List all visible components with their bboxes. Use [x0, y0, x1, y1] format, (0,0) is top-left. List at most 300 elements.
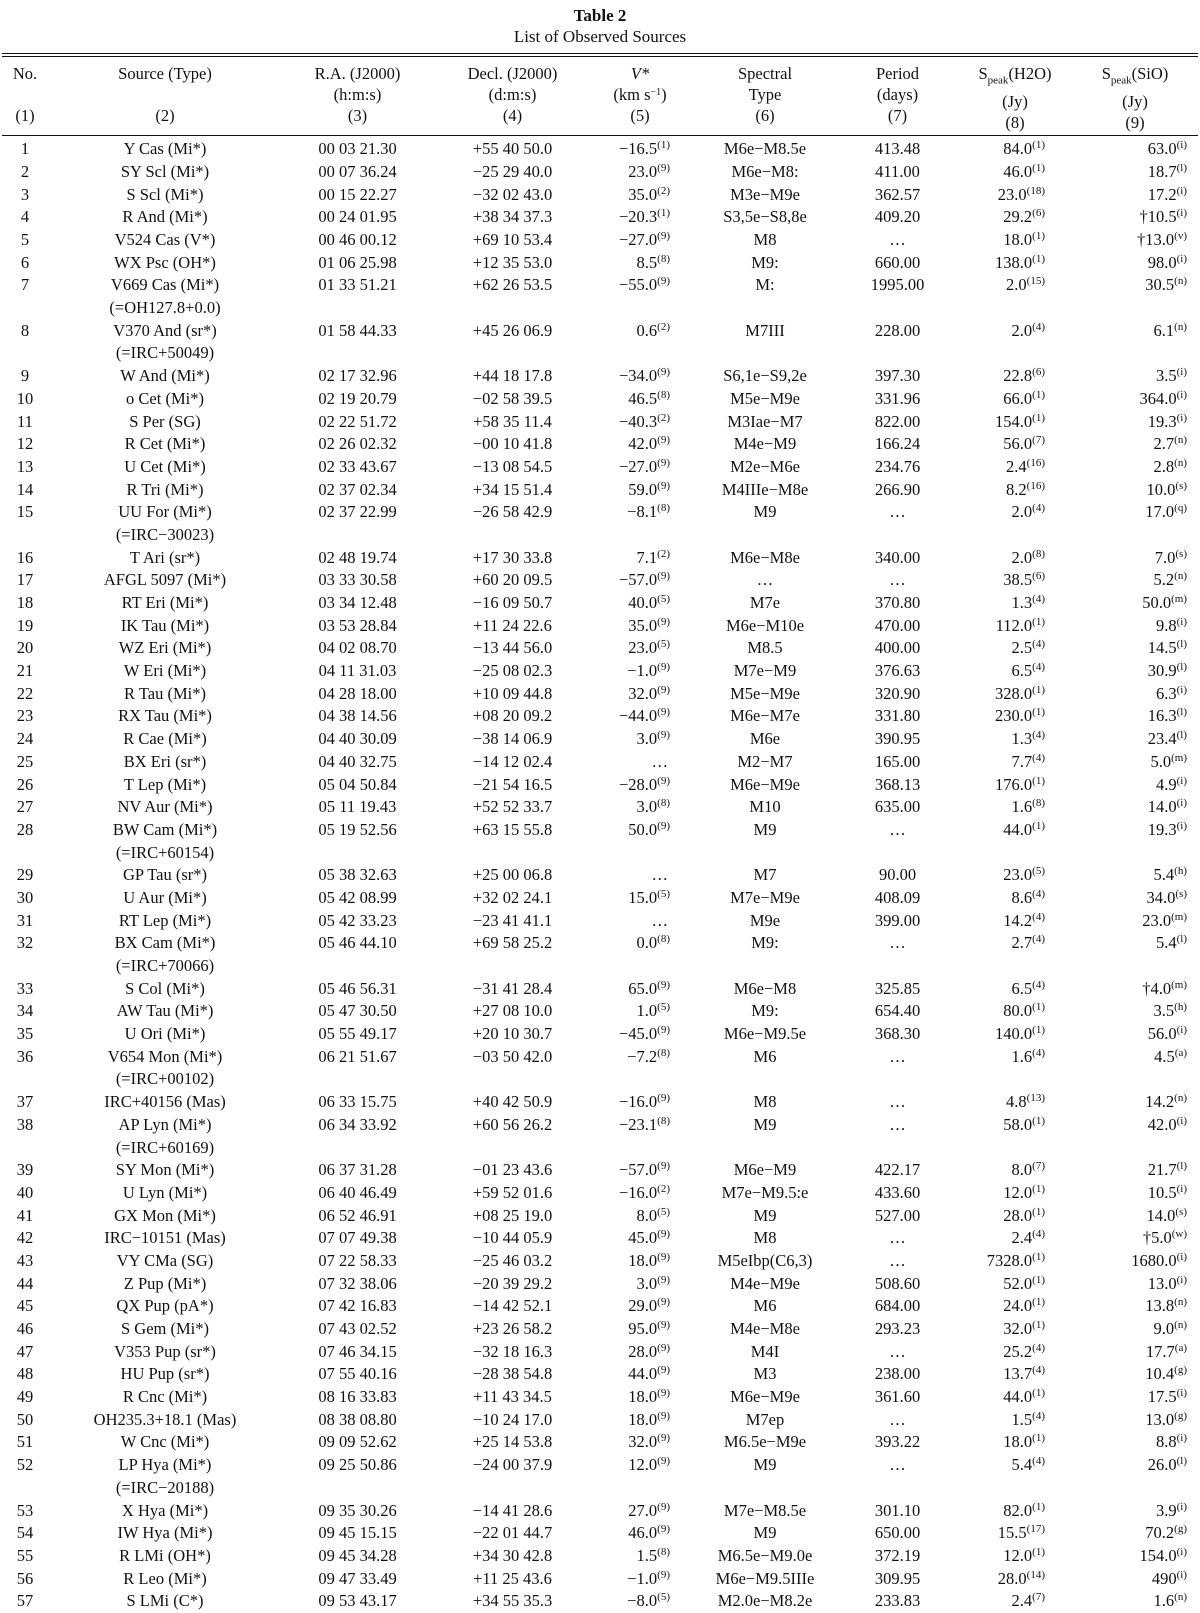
cell-ra: 05 55 49.17 [318, 1024, 397, 1044]
cell-source: V353 Pup (sr*) [114, 1341, 216, 1361]
cell-ra: 04 38 14.56 [318, 706, 397, 726]
cell-spectral-type: M7ep [745, 1409, 785, 1429]
table-row [0, 161, 1200, 184]
table-row [0, 1590, 1200, 1613]
cell-velocity: 12.0$^{(9)}$ [628, 1455, 670, 1475]
cell-dec: +69 58 25.2 [472, 933, 553, 953]
table-row [0, 1295, 1200, 1318]
cell-ra: 09 25 50.86 [318, 1455, 397, 1475]
cell-period: 325.85 [874, 978, 921, 998]
cell-dec: +60 56 26.2 [472, 1114, 553, 1134]
cell-speak-sio: 3.5$^{(i)}$ [1155, 366, 1187, 386]
table-row-continuation [0, 297, 1200, 320]
cell-spectral-type: M6.5e−M9e [723, 1432, 807, 1452]
cell-ra: 09 53 43.17 [318, 1591, 397, 1611]
cell-velocity: $-1.0^{(9)}$ [627, 661, 670, 681]
cell-ra: 00 24 01.95 [318, 207, 397, 227]
cell-ra: 06 37 31.28 [318, 1160, 397, 1180]
cell-spectral-type: M6e−M9.5IIIe [715, 1568, 815, 1588]
top-rule-1 [2, 53, 1198, 54]
cell-source: (=IRC+60154) [115, 842, 215, 862]
table-row [0, 365, 1200, 388]
cell-ra: 07 32 38.06 [318, 1273, 397, 1293]
cell-source: Y Cas (Mi*) [123, 139, 207, 159]
cell-ra: 00 46 00.12 [318, 230, 397, 250]
cell-period: 1995.00 [870, 275, 925, 295]
cell-ra: 05 04 50.84 [318, 774, 397, 794]
cell-speak-h2o: 8.2$^{(16)}$ [1006, 479, 1045, 499]
cell-speak-h2o: 2.4$^{(16)}$ [1006, 456, 1045, 476]
cell-speak-h2o: 12.0$^{(1)}$ [1003, 1545, 1045, 1565]
table-row [0, 660, 1200, 683]
cell-velocity: 46.5$^{(8)}$ [628, 388, 670, 408]
cell-no: 55 [16, 1545, 34, 1565]
cell-no: 27 [16, 797, 34, 817]
cell-source: OH235.3+18.1 (Mas) [93, 1409, 237, 1429]
cell-ra: 07 55 40.16 [318, 1364, 397, 1384]
cell-period: … [889, 1409, 906, 1429]
table-row [0, 411, 1200, 434]
cell-speak-h2o: 66.0$^{(1)}$ [1003, 388, 1045, 408]
cell-dec: −38 14 06.9 [472, 729, 553, 749]
cell-velocity: $-27.0^{(9)}$ [618, 456, 670, 476]
cell-speak-sio: 16.3$^{(l)}$ [1147, 706, 1187, 726]
cell-ra: 06 21 51.67 [318, 1046, 397, 1066]
cell-source: R Cae (Mi*) [123, 729, 207, 749]
cell-dec: −00 10 41.8 [472, 434, 553, 454]
cell-source: QX Pup (pA*) [116, 1296, 214, 1316]
cell-spectral-type: S6,1e−S9,2e [723, 366, 807, 386]
cell-spectral-type: M9 [753, 1114, 777, 1134]
cell-speak-h2o: 44.0$^{(1)}$ [1003, 819, 1045, 839]
cell-ra: 05 46 56.31 [318, 978, 397, 998]
cell-source: V669 Cas (Mi*) [110, 275, 220, 295]
table-row [0, 978, 1200, 1001]
cell-dec: +12 35 53.0 [472, 252, 553, 272]
cell-speak-h2o: 46.0$^{(1)}$ [1003, 161, 1045, 181]
table-row [0, 774, 1200, 797]
table-row [0, 1114, 1200, 1137]
cell-spectral-type: M9e [749, 910, 781, 930]
cell-speak-h2o: 7.7$^{(4)}$ [1011, 751, 1045, 771]
cell-spectral-type: M7III [745, 320, 785, 340]
table-row [0, 1182, 1200, 1205]
table-row [0, 229, 1200, 252]
cell-no: 14 [16, 479, 34, 499]
cell-spectral-type: M5eIbp(C6,3) [717, 1250, 813, 1270]
cell-velocity: 8.5$^{(8)}$ [636, 252, 670, 272]
cell-dec: +40 42 50.9 [472, 1092, 553, 1112]
cell-speak-sio: 3.5$^{(h)}$ [1153, 1001, 1187, 1021]
cell-spectral-type: M6e−M8e [730, 547, 800, 567]
cell-dec: +11 43 34.5 [473, 1387, 552, 1407]
cell-dec: −14 42 52.1 [472, 1296, 553, 1316]
cell-source: V524 Cas (V*) [114, 230, 216, 250]
cell-speak-sio: 10.5$^{(i)}$ [1147, 1182, 1187, 1202]
cell-spectral-type: M6e−M9e [730, 1387, 800, 1407]
cell-ra: 05 46 44.10 [318, 933, 397, 953]
cell-speak-h2o: 38.5$^{(6)}$ [1003, 570, 1045, 590]
cell-period: 331.96 [874, 388, 921, 408]
cell-dec: −20 39 29.2 [472, 1273, 553, 1293]
cell-no: 48 [16, 1364, 34, 1384]
cell-ra: 06 34 33.92 [318, 1114, 397, 1134]
cell-no: 36 [16, 1046, 34, 1066]
cell-no: 9 [20, 366, 30, 386]
cell-speak-sio: 5.0$^{(m)}$ [1150, 751, 1187, 771]
cell-no: 29 [16, 865, 34, 885]
cell-source: (=OH127.8+0.0) [109, 298, 221, 318]
cell-period: 508.60 [874, 1273, 921, 1293]
cell-spectral-type: M3e−M9e [730, 184, 800, 204]
table-title: List of Observed Sources [513, 27, 687, 46]
cell-dec: −16 09 50.7 [472, 593, 553, 613]
cell-no: 10 [16, 388, 34, 408]
cell-ra: 02 26 02.32 [318, 434, 397, 454]
cell-spectral-type: M9 [753, 1205, 777, 1225]
cell-spectral-type: M6e−M9 [733, 1160, 797, 1180]
cell-speak-sio: 9.0$^{(n)}$ [1153, 1319, 1187, 1339]
cell-dec: +62 26 53.5 [472, 275, 553, 295]
cell-source: NV Aur (Mi*) [117, 797, 213, 817]
cell-dec: +11 24 22.6 [473, 615, 552, 635]
table-row [0, 1545, 1200, 1568]
cell-speak-sio: 10.0$^{(s)}$ [1146, 479, 1187, 499]
cell-speak-sio: 8.8$^{(i)}$ [1155, 1432, 1187, 1452]
cell-ra: 07 07 49.38 [318, 1228, 397, 1248]
cell-source: S Per (SG) [129, 411, 201, 431]
cell-dec: −32 18 16.3 [472, 1341, 553, 1361]
cell-source: W Cnc (Mi*) [120, 1432, 210, 1452]
cell-spectral-type: M9: [751, 933, 779, 953]
cell-velocity: 32.0$^{(9)}$ [628, 683, 670, 703]
cell-ra: 02 37 22.99 [318, 502, 397, 522]
cell-dec: +25 00 06.8 [472, 865, 553, 885]
table-row-continuation [0, 842, 1200, 865]
cell-no [0, 842, 50, 865]
cell-source: (=IRC+50049) [115, 343, 215, 363]
cell-period: 654.40 [874, 1001, 921, 1021]
cell-speak-h2o: 230.0$^{(1)}$ [995, 706, 1045, 726]
cell-no: 41 [16, 1205, 34, 1225]
cell-period: 370.80 [874, 593, 921, 613]
cell-no: 24 [16, 729, 34, 749]
cell-speak-h2o: 176.0$^{(1)}$ [995, 774, 1045, 794]
cell-dec: +27 08 10.0 [472, 1001, 553, 1021]
cell-source: (=IRC+70066) [115, 956, 215, 976]
cell-ra: 04 02 08.70 [318, 638, 397, 658]
cell-period: 368.13 [874, 774, 921, 794]
cell-source: (=IRC+00102) [115, 1069, 215, 1089]
cell-spectral-type: M2−M7 [737, 751, 793, 771]
cell-period: … [889, 933, 906, 953]
cell-no: 51 [16, 1432, 34, 1452]
cell-speak-sio: 19.3$^{(i)}$ [1147, 819, 1187, 839]
cell-speak-sio: 3.9$^{(i)}$ [1155, 1500, 1187, 1520]
cell-ra: 02 48 19.74 [318, 547, 397, 567]
cell-source: BX Eri (sr*) [123, 751, 207, 771]
cell-velocity: 35.0$^{(2)}$ [628, 184, 670, 204]
cell-speak-h2o: 7328.0$^{(1)}$ [986, 1250, 1045, 1270]
cell-period: 362.57 [874, 184, 921, 204]
cell-no: 22 [16, 683, 34, 703]
cell-source: UU For (Mi*) [118, 502, 212, 522]
table-row [0, 1341, 1200, 1364]
table-row [0, 501, 1200, 524]
cell-period: 301.10 [874, 1500, 921, 1520]
table-row [0, 320, 1200, 343]
cell-speak-h2o: 2.0$^{(4)}$ [1011, 502, 1045, 522]
cell-velocity: 18.0$^{(9)}$ [628, 1409, 670, 1429]
cell-dec: +60 20 09.5 [472, 570, 553, 590]
cell-source: IW Hya (Mi*) [117, 1523, 213, 1543]
cell-dec: +23 26 58.2 [472, 1319, 553, 1339]
cell-no: 26 [16, 774, 34, 794]
header-spectral-type: Spectral Type (6) [737, 64, 793, 125]
table-row [0, 1227, 1200, 1250]
cell-period: … [889, 570, 906, 590]
cell-velocity: 7.1$^{(2)}$ [636, 547, 670, 567]
table-row [0, 1159, 1200, 1182]
header-velocity: V* (km $s^{-1}$) (5) [613, 64, 667, 125]
cell-speak-h2o: 1.6$^{(8)}$ [1011, 797, 1045, 817]
cell-period: 372.19 [874, 1545, 921, 1565]
cell-no: 56 [16, 1568, 34, 1588]
cell-spectral-type: M7e [749, 593, 781, 613]
cell-spectral-type: M10 [749, 797, 781, 817]
cell-period: 433.60 [874, 1182, 921, 1202]
header-speak-h2o: $S_{peak}(H2O)$ (Jy) (8) [978, 64, 1052, 133]
cell-dec: −14 12 02.4 [472, 751, 553, 771]
cell-dec: −13 08 54.5 [472, 456, 553, 476]
cell-speak-h2o: 1.5$^{(4)}$ [1011, 1409, 1045, 1429]
cell-velocity: $-16.0^{(2)}$ [618, 1182, 670, 1202]
cell-no: 28 [16, 819, 34, 839]
cell-speak-h2o: 23.0$^{(18)}$ [997, 184, 1045, 204]
table-row [0, 1046, 1200, 1069]
cell-spectral-type: M6e−M8.5e [723, 139, 807, 159]
table-row [0, 184, 1200, 207]
cell-source: GP Tau (sr*) [122, 865, 208, 885]
table-row [0, 1250, 1200, 1273]
header-speak-sio: $S_{peak}(SiO)$ (Jy) (9) [1101, 64, 1169, 133]
cell-speak-sio: 364.0$^{(i)}$ [1139, 388, 1187, 408]
cell-source: WZ Eri (Mi*) [118, 638, 212, 658]
cell-velocity: 46.0$^{(9)}$ [628, 1523, 670, 1543]
cell-velocity: 3.0$^{(9)}$ [636, 729, 670, 749]
cell-speak-h2o: 1.3$^{(4)}$ [1011, 729, 1045, 749]
header-ra: R.A. (J2000) (h:m:s) (3) [314, 64, 401, 125]
cell-source: (=IRC−20188) [115, 1477, 215, 1497]
cell-no: 38 [16, 1114, 34, 1134]
table-row [0, 637, 1200, 660]
cell-source: (=IRC+60169) [115, 1137, 215, 1157]
cell-speak-h2o: 2.4$^{(7)}$ [1011, 1591, 1045, 1611]
cell-speak-sio: 56.0$^{(i)}$ [1147, 1024, 1187, 1044]
cell-speak-sio: 13.8$^{(n)}$ [1145, 1296, 1187, 1316]
cell-spectral-type: S3,5e−S8,8e [723, 207, 807, 227]
table-row [0, 433, 1200, 456]
cell-velocity: 18.0$^{(9)}$ [628, 1387, 670, 1407]
cell-dec: +34 55 35.3 [472, 1591, 553, 1611]
cell-speak-sio: 30.5$^{(n)}$ [1145, 275, 1187, 295]
cell-no [0, 524, 50, 547]
cell-period: 650.00 [874, 1523, 921, 1543]
cell-speak-sio: †5.0$^{(w)}$ [1142, 1228, 1187, 1248]
header-source: Source (Type) (2) [118, 64, 212, 125]
cell-speak-sio: 6.3$^{(i)}$ [1155, 683, 1187, 703]
cell-speak-h2o: 140.0$^{(1)}$ [995, 1024, 1045, 1044]
cell-ra: 06 40 46.49 [318, 1182, 397, 1202]
cell-dec: +63 15 55.8 [472, 819, 553, 839]
cell-period: … [889, 819, 906, 839]
cell-velocity: 23.0$^{(5)}$ [628, 638, 670, 658]
cell-no: 54 [16, 1523, 34, 1543]
cell-period: 309.95 [874, 1568, 921, 1588]
cell-speak-sio: 5.4$^{(h)}$ [1153, 865, 1187, 885]
cell-ra: 02 37 02.34 [318, 479, 397, 499]
cell-dec: −10 24 17.0 [472, 1409, 553, 1429]
cell-no: 6 [20, 252, 30, 272]
table-row [0, 1454, 1200, 1477]
cell-speak-h2o: 1.3$^{(4)}$ [1011, 593, 1045, 613]
cell-dec: +52 52 33.7 [472, 797, 553, 817]
cell-no: 12 [16, 434, 34, 454]
cell-spectral-type: M3Iae−M7 [727, 411, 803, 431]
cell-source: V654 Mon (Mi*) [107, 1046, 223, 1066]
cell-dec: −32 02 43.0 [472, 184, 553, 204]
cell-ra: 04 28 18.00 [318, 683, 397, 703]
cell-dec: −26 58 42.9 [472, 502, 553, 522]
cell-velocity: $-40.3^{(2)}$ [618, 411, 670, 431]
cell-dec: +11 25 43.6 [473, 1568, 552, 1588]
cell-source: W Eri (Mi*) [123, 661, 207, 681]
table-row-continuation [0, 1137, 1200, 1160]
cell-velocity: 35.0$^{(9)}$ [628, 615, 670, 635]
cell-velocity: 45.0$^{(9)}$ [628, 1228, 670, 1248]
cell-dec: +32 02 24.1 [472, 887, 553, 907]
cell-ra: 01 06 25.98 [318, 252, 397, 272]
cell-velocity: 42.0$^{(9)}$ [628, 434, 670, 454]
cell-no: 45 [16, 1296, 34, 1316]
cell-dec: +58 35 11.4 [473, 411, 552, 431]
cell-period: … [889, 502, 906, 522]
cell-source: R Cet (Mi*) [124, 434, 206, 454]
cell-speak-sio: 19.3$^{(i)}$ [1147, 411, 1187, 431]
cell-source: S Col (Mi*) [125, 978, 205, 998]
table-row-continuation [0, 342, 1200, 365]
cell-spectral-type: M6 [753, 1296, 777, 1316]
cell-no: 39 [16, 1160, 34, 1180]
cell-spectral-type: M6.5e−M9.0e [717, 1545, 813, 1565]
cell-no: 57 [16, 1591, 34, 1611]
cell-speak-sio: 17.2$^{(i)}$ [1147, 184, 1187, 204]
cell-period: 393.22 [874, 1432, 921, 1452]
cell-no: 53 [16, 1500, 34, 1520]
table-row [0, 252, 1200, 275]
cell-velocity: $-27.0^{(9)}$ [618, 230, 670, 250]
cell-no: 2 [20, 161, 30, 181]
cell-source: U Aur (Mi*) [123, 887, 207, 907]
cell-dec: −25 46 03.2 [472, 1250, 553, 1270]
cell-ra: 00 15 22.27 [318, 184, 397, 204]
cell-ra: 09 09 52.62 [318, 1432, 397, 1452]
cell-ra: 09 45 34.28 [318, 1545, 397, 1565]
cell-velocity: … [651, 751, 670, 771]
cell-no: 1 [20, 139, 30, 159]
cell-no: 49 [16, 1387, 34, 1407]
cell-period: … [889, 1250, 906, 1270]
table-row [0, 206, 1200, 229]
cell-ra: 07 22 58.33 [318, 1250, 397, 1270]
cell-ra: 07 43 02.52 [318, 1319, 397, 1339]
cell-speak-sio: 1680.0$^{(i)}$ [1131, 1250, 1187, 1270]
table-row [0, 864, 1200, 887]
cell-no: 37 [16, 1092, 34, 1112]
cell-no [0, 1068, 50, 1091]
cell-source: GX Mon (Mi*) [114, 1205, 216, 1225]
cell-no: 43 [16, 1250, 34, 1270]
cell-speak-sio: 30.9$^{(l)}$ [1147, 661, 1187, 681]
cell-dec: −25 08 02.3 [472, 661, 553, 681]
table-caption [0, 0, 1200, 47]
cell-spectral-type: M6e−M7e [730, 706, 800, 726]
cell-speak-h2o: 2.0$^{(15)}$ [1006, 275, 1045, 295]
table-row [0, 683, 1200, 706]
cell-ra: 02 22 51.72 [318, 411, 397, 431]
cell-velocity: 95.0$^{(9)}$ [628, 1319, 670, 1339]
cell-period: … [889, 1092, 906, 1112]
cell-velocity: … [651, 910, 670, 930]
cell-speak-sio: 5.4$^{(l)}$ [1155, 933, 1187, 953]
cell-period: 684.00 [874, 1296, 921, 1316]
table-row [0, 1500, 1200, 1523]
cell-no: 33 [16, 978, 34, 998]
cell-period: 408.09 [874, 887, 921, 907]
cell-period: 228.00 [874, 320, 921, 340]
cell-spectral-type: M9: [751, 252, 779, 272]
cell-no: 42 [16, 1228, 34, 1248]
cell-speak-h2o: 5.4$^{(4)}$ [1011, 1455, 1045, 1475]
cell-ra: 02 17 32.96 [318, 366, 397, 386]
cell-velocity: 18.0$^{(9)}$ [628, 1250, 670, 1270]
cell-source: SY Mon (Mi*) [115, 1160, 215, 1180]
cell-speak-sio: 13.0$^{(i)}$ [1147, 1273, 1187, 1293]
cell-no: 34 [16, 1001, 34, 1021]
cell-period: 238.00 [874, 1364, 921, 1384]
cell-no [0, 1477, 50, 1500]
cell-source: S Scl (Mi*) [126, 184, 204, 204]
cell-speak-sio: 4.5$^{(a)}$ [1154, 1046, 1187, 1066]
cell-velocity: $-16.0^{(9)}$ [618, 1092, 670, 1112]
cell-source: W And (Mi*) [120, 366, 210, 386]
cell-source: U Lyn (Mi*) [122, 1182, 208, 1202]
cell-speak-h2o: 1.6$^{(4)}$ [1011, 1046, 1045, 1066]
table-row [0, 1363, 1200, 1386]
table-row [0, 1522, 1200, 1545]
cell-spectral-type: M7e−M9e [730, 887, 800, 907]
cell-no: 20 [16, 638, 34, 658]
table-row [0, 887, 1200, 910]
table-row [0, 274, 1200, 297]
cell-spectral-type: M3 [753, 1364, 777, 1384]
cell-no: 47 [16, 1341, 34, 1361]
cell-speak-sio: 42.0$^{(i)}$ [1147, 1114, 1187, 1134]
cell-velocity: 8.0$^{(5)}$ [636, 1205, 670, 1225]
cell-period: … [889, 230, 906, 250]
cell-velocity: 1.0$^{(5)}$ [636, 1001, 670, 1021]
cell-speak-h2o: 2.4$^{(4)}$ [1011, 1228, 1045, 1248]
